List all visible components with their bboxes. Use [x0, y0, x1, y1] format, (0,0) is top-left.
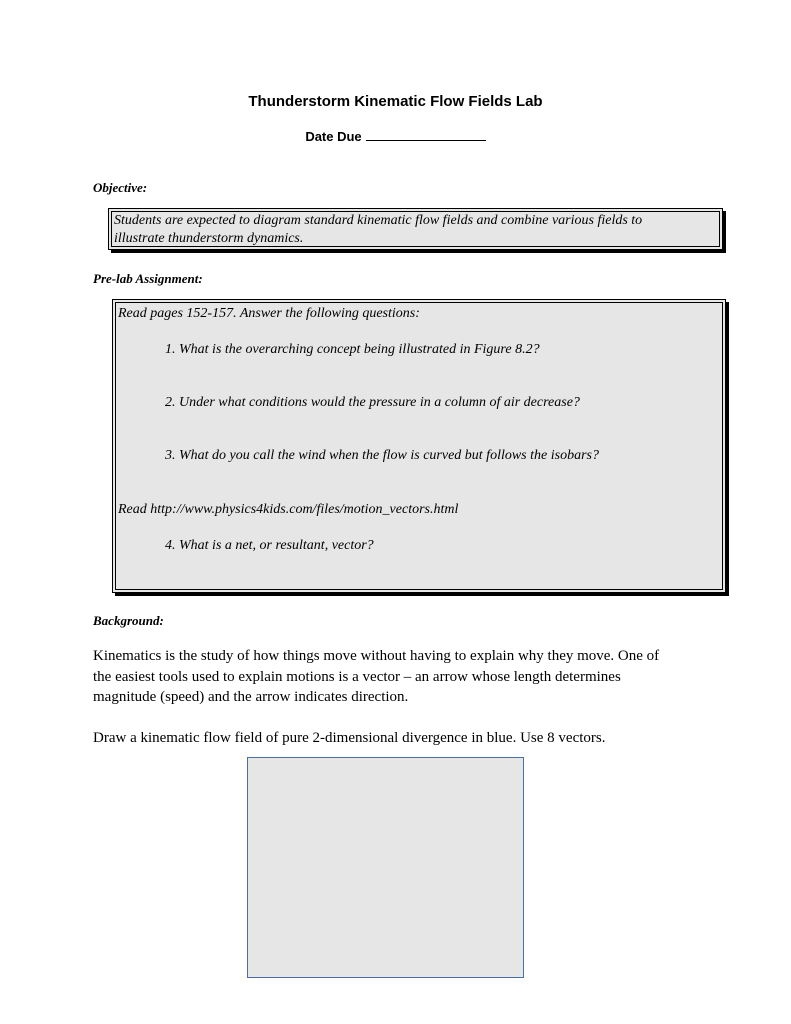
prelab-question-3: 3. What do you call the wind when the flow is curved but follows the isobars?	[165, 448, 599, 463]
date-due-label: Date Due	[305, 129, 362, 144]
prelab-question-2: 2. Under what conditions would the pressure in a column of air decrease?	[165, 395, 580, 410]
page-title: Thunderstorm Kinematic Flow Fields Lab	[248, 93, 543, 110]
objective-box	[108, 208, 723, 250]
date-due	[0, 128, 791, 145]
drawing-area[interactable]	[247, 757, 524, 978]
prelab-heading: Pre-lab Assignment:	[93, 271, 203, 286]
prelab-read-link[interactable]: Read http://www.physics4kids.com/files/motion_vectors.html	[118, 502, 459, 517]
background-paragraph	[93, 646, 713, 708]
background-heading: Background:	[93, 613, 164, 628]
objective-text-line-1: Students are expected to diagram standard kinematic flow fields and combine various fields to	[114, 213, 643, 228]
background-instruction: Draw a kinematic flow field of pure 2-dimensional divergence in blue. Use 8 vectors.	[93, 730, 606, 746]
prelab-question-4: 4. What is a net, or resultant, vector?	[165, 538, 374, 553]
prelab-question-1: 1. What is the overarching concept being illustrated in Figure 8.2?	[165, 342, 540, 357]
objective-heading: Objective:	[93, 180, 148, 195]
prelab-intro: Read pages 152-157. Answer the following questions:	[118, 306, 420, 321]
background-line-2: the easiest tools used to explain motions is a vector – an arrow whose length determines	[93, 668, 621, 685]
date-due-blank[interactable]	[366, 128, 486, 141]
background-line-3: magnitude (speed) and the arrow indicates direction.	[93, 689, 409, 705]
objective-text-line-2: illustrate thunderstorm dynamics.	[114, 231, 304, 246]
background-line-1: Kinematics is the study of how things move without having to explain why they move. One of	[93, 648, 660, 664]
objective-text	[114, 212, 714, 248]
prelab-box	[112, 299, 726, 593]
